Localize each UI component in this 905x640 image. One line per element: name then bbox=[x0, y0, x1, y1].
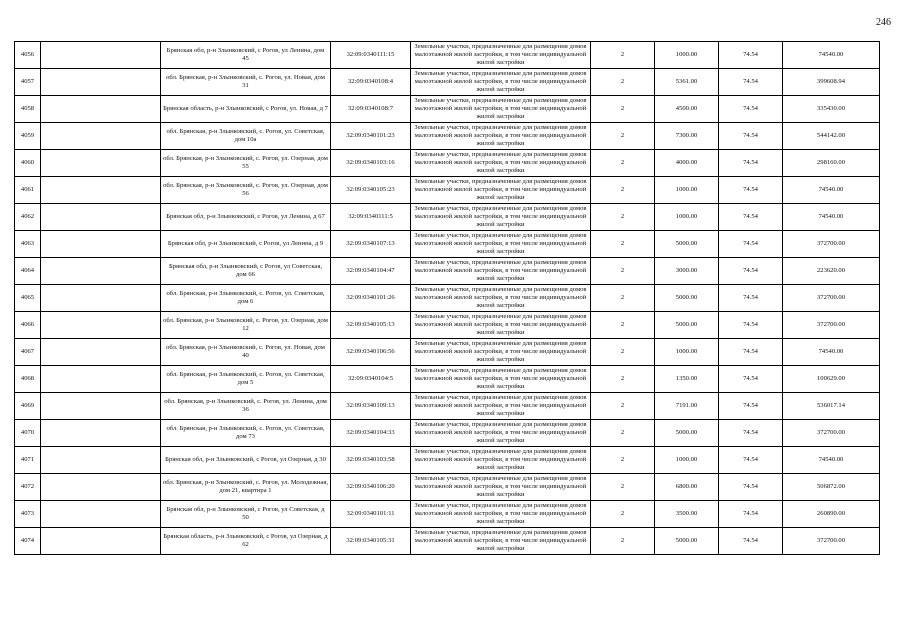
group-code-cell: 2 bbox=[591, 204, 655, 231]
page-number: 246 bbox=[876, 17, 891, 28]
address-cell: обл. Брянская, р-н Злынковский, с. Рогов, ул. Озерная, дом 12 bbox=[161, 312, 331, 339]
group-code-cell: 2 bbox=[591, 96, 655, 123]
address-cell: обл. Брянская, р-н Злынковский, с. Рогов, ул. Новая, дом 31 bbox=[161, 69, 331, 96]
empty-cell bbox=[41, 447, 161, 474]
empty-cell bbox=[41, 339, 161, 366]
land-use-cell: Земельные участки, предназначенные для размещения домов малоэтажной жилой застройки, в том числе индивидуальной жилой застройки bbox=[411, 123, 591, 150]
cadastral-value-cell: 223620.00 bbox=[783, 258, 880, 285]
group-code-cell: 2 bbox=[591, 501, 655, 528]
land-use-cell: Земельные участки, предназначенные для размещения домов малоэтажной жилой застройки, в том числе индивидуальной жилой застройки bbox=[411, 150, 591, 177]
area-cell: 3000.00 bbox=[655, 258, 719, 285]
empty-cell bbox=[41, 474, 161, 501]
area-cell: 5000.00 bbox=[655, 285, 719, 312]
record-number-cell: 4059 bbox=[15, 123, 41, 150]
address-cell: обл. Брянская, р-н Злынковский, с. Рогов, ул. Новая, дом 40 bbox=[161, 339, 331, 366]
land-use-cell: Земельные участки, предназначенные для размещения домов малоэтажной жилой застройки, в том числе индивидуальной жилой застройки bbox=[411, 177, 591, 204]
land-use-cell: Земельные участки, предназначенные для размещения домов малоэтажной жилой застройки, в том числе индивидуальной жилой застройки bbox=[411, 42, 591, 69]
table-row bbox=[15, 474, 880, 501]
rate-cell: 74.54 bbox=[719, 366, 783, 393]
record-number-cell: 4066 bbox=[15, 312, 41, 339]
group-code-cell: 2 bbox=[591, 366, 655, 393]
rate-cell: 74.54 bbox=[719, 474, 783, 501]
rate-cell: 74.54 bbox=[719, 447, 783, 474]
cadastral-value-cell: 298160.00 bbox=[783, 150, 880, 177]
group-code-cell: 2 bbox=[591, 69, 655, 96]
area-cell: 1000.00 bbox=[655, 42, 719, 69]
land-use-cell: Земельные участки, предназначенные для размещения домов малоэтажной жилой застройки, в том числе индивидуальной жилой застройки bbox=[411, 231, 591, 258]
group-code-cell: 2 bbox=[591, 447, 655, 474]
group-code-cell: 2 bbox=[591, 339, 655, 366]
group-code-cell: 2 bbox=[591, 312, 655, 339]
rate-cell: 74.54 bbox=[719, 231, 783, 258]
rate-cell: 74.54 bbox=[719, 123, 783, 150]
table-row bbox=[15, 447, 880, 474]
address-cell: Брянская обл, р-н Злынковский, с Рогов, ул Ленина, д 9 bbox=[161, 231, 331, 258]
group-code-cell: 2 bbox=[591, 177, 655, 204]
cadastral-value-cell: 399608.94 bbox=[783, 69, 880, 96]
record-number-cell: 4063 bbox=[15, 231, 41, 258]
cadastral-number-cell: 32:09:0340106:56 bbox=[331, 339, 411, 366]
record-number-cell: 4070 bbox=[15, 420, 41, 447]
cadastral-value-cell: 335430.00 bbox=[783, 96, 880, 123]
land-use-cell: Земельные участки, предназначенные для размещения домов малоэтажной жилой застройки, в том числе индивидуальной жилой застройки bbox=[411, 96, 591, 123]
cadastral-number-cell: 32:09:0340103:58 bbox=[331, 447, 411, 474]
address-cell: обл. Брянская, р-н Злынковский, с. Рогов, ул. Советская, дом 73 bbox=[161, 420, 331, 447]
land-use-cell: Земельные участки, предназначенные для размещения домов малоэтажной жилой застройки, в том числе индивидуальной жилой застройки bbox=[411, 258, 591, 285]
empty-cell bbox=[41, 42, 161, 69]
address-cell: обл. Брянская, р-н Злынковский, с. Рогов, ул. Советская, дом 10а bbox=[161, 123, 331, 150]
address-cell: Брянская обл, р-н Злынковский, с Рогов, ул Озерная, д 30 bbox=[161, 447, 331, 474]
record-number-cell: 4073 bbox=[15, 501, 41, 528]
empty-cell bbox=[41, 501, 161, 528]
address-cell: Брянская область, р-н Злынковский, с Рогов, ул. Новая, д 7 bbox=[161, 96, 331, 123]
table-row bbox=[15, 420, 880, 447]
table-row bbox=[15, 150, 880, 177]
rate-cell: 74.54 bbox=[719, 528, 783, 555]
land-use-cell: Земельные участки, предназначенные для размещения домов малоэтажной жилой застройки, в том числе индивидуальной жилой застройки bbox=[411, 420, 591, 447]
rate-cell: 74.54 bbox=[719, 258, 783, 285]
table-row bbox=[15, 258, 880, 285]
land-use-cell: Земельные участки, предназначенные для размещения домов малоэтажной жилой застройки, в том числе индивидуальной жилой застройки bbox=[411, 474, 591, 501]
cadastral-number-cell: 32:09:0340104:33 bbox=[331, 420, 411, 447]
group-code-cell: 2 bbox=[591, 42, 655, 69]
area-cell: 3500.00 bbox=[655, 501, 719, 528]
table-row bbox=[15, 339, 880, 366]
cadastral-value-cell: 372700.00 bbox=[783, 231, 880, 258]
area-cell: 5000.00 bbox=[655, 420, 719, 447]
empty-cell bbox=[41, 258, 161, 285]
cadastral-number-cell: 32:09:0340106:20 bbox=[331, 474, 411, 501]
group-code-cell: 2 bbox=[591, 258, 655, 285]
record-number-cell: 4058 bbox=[15, 96, 41, 123]
empty-cell bbox=[41, 393, 161, 420]
cadastral-number-cell: 32:09:0340105:23 bbox=[331, 177, 411, 204]
record-number-cell: 4056 bbox=[15, 42, 41, 69]
land-use-cell: Земельные участки, предназначенные для размещения домов малоэтажной жилой застройки, в том числе индивидуальной жилой застройки bbox=[411, 312, 591, 339]
cadastral-number-cell: 32:09:0340111:15 bbox=[331, 42, 411, 69]
empty-cell bbox=[41, 285, 161, 312]
cadastral-value-cell: 372700.00 bbox=[783, 420, 880, 447]
cadastral-number-cell: 32:09:0340108:7 bbox=[331, 96, 411, 123]
record-number-cell: 4064 bbox=[15, 258, 41, 285]
address-cell: обл. Брянская, р-н Злынковский, с. Рогов, ул. Молодежная, дом 21, квартира 1 bbox=[161, 474, 331, 501]
area-cell: 6800.00 bbox=[655, 474, 719, 501]
cadastral-number-cell: 32:09:0340108:4 bbox=[331, 69, 411, 96]
cadastral-value-cell: 74540.00 bbox=[783, 447, 880, 474]
cadastral-value-cell: 372700.00 bbox=[783, 528, 880, 555]
area-cell: 1000.00 bbox=[655, 447, 719, 474]
area-cell: 1000.00 bbox=[655, 339, 719, 366]
cadastral-number-cell: 32:09:0340111:5 bbox=[331, 204, 411, 231]
cadastral-value-cell: 74540.00 bbox=[783, 204, 880, 231]
cadastral-value-cell: 372700.00 bbox=[783, 285, 880, 312]
land-use-cell: Земельные участки, предназначенные для размещения домов малоэтажной жилой застройки, в том числе индивидуальной жилой застройки bbox=[411, 528, 591, 555]
table-row bbox=[15, 204, 880, 231]
rate-cell: 74.54 bbox=[719, 150, 783, 177]
rate-cell: 74.54 bbox=[719, 69, 783, 96]
table-row bbox=[15, 42, 880, 69]
area-cell: 5361.00 bbox=[655, 69, 719, 96]
table-row bbox=[15, 96, 880, 123]
rate-cell: 74.54 bbox=[719, 204, 783, 231]
rate-cell: 74.54 bbox=[719, 42, 783, 69]
cadastral-value-cell: 74540.00 bbox=[783, 177, 880, 204]
empty-cell bbox=[41, 204, 161, 231]
cadastral-value-cell: 544142.00 bbox=[783, 123, 880, 150]
cadastral-value-cell: 100629.00 bbox=[783, 366, 880, 393]
area-cell: 7300.00 bbox=[655, 123, 719, 150]
rate-cell: 74.54 bbox=[719, 339, 783, 366]
empty-cell bbox=[41, 231, 161, 258]
land-use-cell: Земельные участки, предназначенные для размещения домов малоэтажной жилой застройки, в том числе индивидуальной жилой застройки bbox=[411, 69, 591, 96]
cadastral-value-cell: 260890.00 bbox=[783, 501, 880, 528]
area-cell: 1000.00 bbox=[655, 177, 719, 204]
area-cell: 5000.00 bbox=[655, 231, 719, 258]
table-row bbox=[15, 501, 880, 528]
land-use-cell: Земельные участки, предназначенные для размещения домов малоэтажной жилой застройки, в том числе индивидуальной жилой застройки bbox=[411, 204, 591, 231]
empty-cell bbox=[41, 96, 161, 123]
empty-cell bbox=[41, 150, 161, 177]
record-number-cell: 4074 bbox=[15, 528, 41, 555]
land-use-cell: Земельные участки, предназначенные для размещения домов малоэтажной жилой застройки, в том числе индивидуальной жилой застройки bbox=[411, 501, 591, 528]
land-use-cell: Земельные участки, предназначенные для размещения домов малоэтажной жилой застройки, в том числе индивидуальной жилой застройки bbox=[411, 285, 591, 312]
rate-cell: 74.54 bbox=[719, 96, 783, 123]
area-cell: 5000.00 bbox=[655, 312, 719, 339]
land-use-cell: Земельные участки, предназначенные для размещения домов малоэтажной жилой застройки, в том числе индивидуальной жилой застройки bbox=[411, 339, 591, 366]
cadastral-number-cell: 32:09:0340109:13 bbox=[331, 393, 411, 420]
record-number-cell: 4071 bbox=[15, 447, 41, 474]
group-code-cell: 2 bbox=[591, 123, 655, 150]
cadastral-number-cell: 32:09:0340105:13 bbox=[331, 312, 411, 339]
record-number-cell: 4065 bbox=[15, 285, 41, 312]
cadastral-number-cell: 32:09:0340104:5 bbox=[331, 366, 411, 393]
empty-cell bbox=[41, 420, 161, 447]
cadastral-value-cell: 74540.00 bbox=[783, 42, 880, 69]
table-row bbox=[15, 528, 880, 555]
area-cell: 5000.00 bbox=[655, 528, 719, 555]
group-code-cell: 2 bbox=[591, 393, 655, 420]
rate-cell: 74.54 bbox=[719, 420, 783, 447]
cadastral-value-cell: 506872.00 bbox=[783, 474, 880, 501]
address-cell: Брянская область, р-н Злынковский, с Рогов, ул Озерная, д 62 bbox=[161, 528, 331, 555]
group-code-cell: 2 bbox=[591, 231, 655, 258]
empty-cell bbox=[41, 528, 161, 555]
group-code-cell: 2 bbox=[591, 285, 655, 312]
address-cell: обл. Брянская, р-н Злынковский, с. Рогов, ул. Советская, дом 6 bbox=[161, 285, 331, 312]
cadastral-value-cell: 74540.00 bbox=[783, 339, 880, 366]
cadastral-number-cell: 32:09:0340107:13 bbox=[331, 231, 411, 258]
cadastral-number-cell: 32:09:0340101:11 bbox=[331, 501, 411, 528]
table-row bbox=[15, 393, 880, 420]
address-cell: Брянская обл, р-н Злынковский, с Рогов, ул Ленина, дом 45 bbox=[161, 42, 331, 69]
record-number-cell: 4069 bbox=[15, 393, 41, 420]
address-cell: обл. Брянская, р-н Злынковский, с. Рогов, ул. Озерная, дом 55 bbox=[161, 150, 331, 177]
address-cell: обл. Брянская, р-н Злынковский, с. Рогов, ул. Озерная, дом 56 bbox=[161, 177, 331, 204]
table-row bbox=[15, 285, 880, 312]
table-row bbox=[15, 69, 880, 96]
record-number-cell: 4072 bbox=[15, 474, 41, 501]
cadastral-value-cell: 372700.00 bbox=[783, 312, 880, 339]
rate-cell: 74.54 bbox=[719, 393, 783, 420]
land-registry-table bbox=[14, 41, 880, 555]
record-number-cell: 4057 bbox=[15, 69, 41, 96]
land-use-cell: Земельные участки, предназначенные для размещения домов малоэтажной жилой застройки, в том числе индивидуальной жилой застройки bbox=[411, 393, 591, 420]
record-number-cell: 4062 bbox=[15, 204, 41, 231]
table-row bbox=[15, 177, 880, 204]
group-code-cell: 2 bbox=[591, 150, 655, 177]
area-cell: 1350.00 bbox=[655, 366, 719, 393]
group-code-cell: 2 bbox=[591, 528, 655, 555]
rate-cell: 74.54 bbox=[719, 312, 783, 339]
record-number-cell: 4068 bbox=[15, 366, 41, 393]
empty-cell bbox=[41, 69, 161, 96]
empty-cell bbox=[41, 366, 161, 393]
table-row bbox=[15, 366, 880, 393]
cadastral-number-cell: 32:09:0340103:16 bbox=[331, 150, 411, 177]
table-row bbox=[15, 312, 880, 339]
record-number-cell: 4067 bbox=[15, 339, 41, 366]
area-cell: 4500.00 bbox=[655, 96, 719, 123]
group-code-cell: 2 bbox=[591, 474, 655, 501]
record-number-cell: 4060 bbox=[15, 150, 41, 177]
table-body bbox=[15, 42, 880, 555]
table-row bbox=[15, 231, 880, 258]
cadastral-number-cell: 32:09:0340101:23 bbox=[331, 123, 411, 150]
record-number-cell: 4061 bbox=[15, 177, 41, 204]
address-cell: Брянская обл, р-н Злынковский, с Рогов, ул Советская, д 50 bbox=[161, 501, 331, 528]
cadastral-number-cell: 32:09:0340101:26 bbox=[331, 285, 411, 312]
address-cell: обл. Брянская, р-н Злынковский, с. Рогов, ул. Советская, дом 5 bbox=[161, 366, 331, 393]
area-cell: 4000.00 bbox=[655, 150, 719, 177]
land-use-cell: Земельные участки, предназначенные для размещения домов малоэтажной жилой застройки, в том числе индивидуальной жилой застройки bbox=[411, 447, 591, 474]
rate-cell: 74.54 bbox=[719, 285, 783, 312]
area-cell: 1000.00 bbox=[655, 204, 719, 231]
rate-cell: 74.54 bbox=[719, 501, 783, 528]
table-row bbox=[15, 123, 880, 150]
cadastral-number-cell: 32:09:0340104:47 bbox=[331, 258, 411, 285]
address-cell: Брянская обл, р-н Злынковский, с Рогов, ул Советская, дом 66 bbox=[161, 258, 331, 285]
address-cell: обл. Брянская, р-н Злынковский, с. Рогов, ул. Ленина, дом 36 bbox=[161, 393, 331, 420]
cadastral-value-cell: 536017.14 bbox=[783, 393, 880, 420]
area-cell: 7191.00 bbox=[655, 393, 719, 420]
rate-cell: 74.54 bbox=[719, 177, 783, 204]
cadastral-number-cell: 32:09:0340105:31 bbox=[331, 528, 411, 555]
group-code-cell: 2 bbox=[591, 420, 655, 447]
address-cell: Брянская обл, р-н Злынковский, с Рогов, ул Ленина, д 67 bbox=[161, 204, 331, 231]
empty-cell bbox=[41, 123, 161, 150]
empty-cell bbox=[41, 312, 161, 339]
empty-cell bbox=[41, 177, 161, 204]
land-use-cell: Земельные участки, предназначенные для размещения домов малоэтажной жилой застройки, в том числе индивидуальной жилой застройки bbox=[411, 366, 591, 393]
